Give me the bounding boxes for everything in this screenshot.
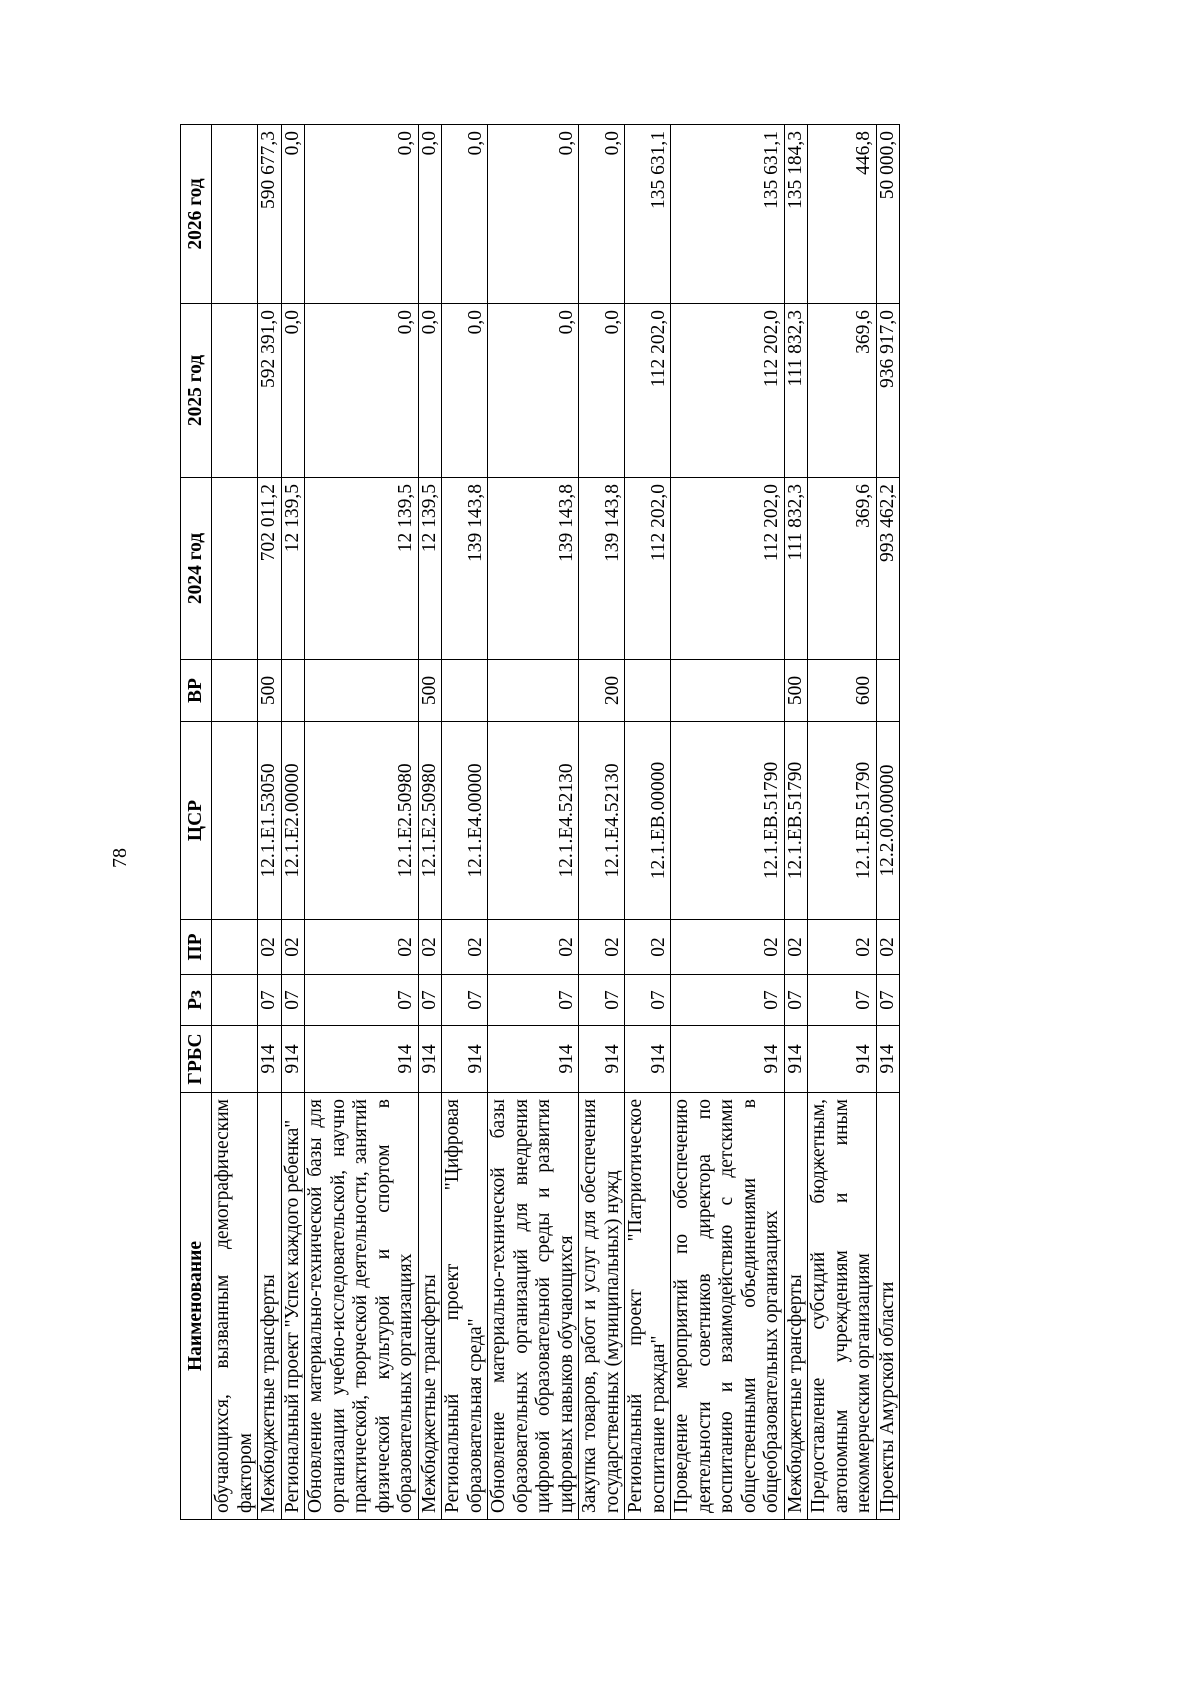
cell-rz: 07 <box>784 975 808 1026</box>
cell-2025: 0,0 <box>281 304 305 478</box>
cell-name: Проекты Амурской области <box>876 1093 900 1520</box>
cell-vr <box>212 660 258 722</box>
cell-csr: 12.1.E1.53050 <box>258 722 282 920</box>
cell-grbs: 914 <box>579 1026 625 1093</box>
cell-grbs: 914 <box>784 1026 808 1093</box>
cell-grbs: 914 <box>671 1026 785 1093</box>
header-name: Наименование <box>181 1093 212 1520</box>
cell-vr <box>488 660 579 722</box>
cell-2025: 112 202,0 <box>625 304 671 478</box>
table-row <box>808 125 877 1520</box>
cell-2024: 112 202,0 <box>625 478 671 660</box>
cell-2024: 139 143,8 <box>579 478 625 660</box>
table-row <box>671 125 785 1520</box>
table-row <box>212 125 258 1520</box>
cell-csr: 12.1.EB.00000 <box>625 722 671 920</box>
cell-rz: 07 <box>579 975 625 1026</box>
cell-csr: 12.1.E4.52130 <box>579 722 625 920</box>
budget-table <box>180 124 900 1520</box>
cell-2025: 111 832,3 <box>784 304 808 478</box>
cell-grbs: 914 <box>808 1026 877 1093</box>
table-row <box>784 125 808 1520</box>
cell-pr: 02 <box>281 920 305 975</box>
header-2025: 2025 год <box>181 304 212 478</box>
table-row <box>579 125 625 1520</box>
table-row <box>258 125 282 1520</box>
cell-2024 <box>212 478 258 660</box>
cell-name: Межбюджетные трансферты <box>418 1093 442 1520</box>
cell-name: Обновление материально-технической базы для организации учебно-исследовательской, научно практической, творческой деятельности, занятий физической культурой и спортом в образовательных организациях <box>305 1093 419 1520</box>
cell-grbs: 914 <box>442 1026 488 1093</box>
cell-2026: 0,0 <box>579 125 625 304</box>
cell-2026: 0,0 <box>488 125 579 304</box>
header-csr: ЦСР <box>181 722 212 920</box>
cell-grbs: 914 <box>625 1026 671 1093</box>
header-2026: 2026 год <box>181 125 212 304</box>
cell-pr: 02 <box>258 920 282 975</box>
table-row <box>625 125 671 1520</box>
cell-rz <box>212 975 258 1026</box>
header-grbs: ГРБС <box>181 1026 212 1093</box>
cell-2025: 0,0 <box>579 304 625 478</box>
cell-vr: 600 <box>808 660 877 722</box>
cell-grbs: 914 <box>281 1026 305 1093</box>
table-header-row <box>181 125 212 1520</box>
cell-2025: 936 917,0 <box>876 304 900 478</box>
cell-pr: 02 <box>625 920 671 975</box>
cell-rz: 07 <box>281 975 305 1026</box>
cell-2024: 993 462,2 <box>876 478 900 660</box>
cell-name: Обновление материально-технической базы образовательных организаций для внедрения цифровой образовательной среды и развития цифровых навыков обучающихся <box>488 1093 579 1520</box>
header-2024: 2024 год <box>181 478 212 660</box>
cell-name: Межбюджетные трансферты <box>784 1093 808 1520</box>
cell-2026: 0,0 <box>442 125 488 304</box>
cell-name: Предоставление субсидий бюджетным, автономным учреждениям и иным некоммерческим организациям <box>808 1093 877 1520</box>
cell-2025: 112 202,0 <box>671 304 785 478</box>
cell-2026: 446,8 <box>808 125 877 304</box>
table-row <box>305 125 419 1520</box>
cell-pr: 02 <box>671 920 785 975</box>
cell-vr <box>625 660 671 722</box>
cell-pr: 02 <box>442 920 488 975</box>
rotated-table-wrapper <box>180 125 1080 1520</box>
cell-grbs <box>212 1026 258 1093</box>
cell-vr <box>305 660 419 722</box>
cell-name: Межбюджетные трансферты <box>258 1093 282 1520</box>
cell-2026: 135 184,3 <box>784 125 808 304</box>
cell-csr: 12.1.E2.00000 <box>281 722 305 920</box>
cell-pr: 02 <box>579 920 625 975</box>
cell-2024: 369,6 <box>808 478 877 660</box>
cell-vr <box>442 660 488 722</box>
cell-pr: 02 <box>876 920 900 975</box>
header-pr: ПР <box>181 920 212 975</box>
cell-vr <box>671 660 785 722</box>
cell-2024: 139 143,8 <box>442 478 488 660</box>
cell-2026: 0,0 <box>305 125 419 304</box>
cell-csr: 12.1.E4.00000 <box>442 722 488 920</box>
cell-2024: 12 139,5 <box>281 478 305 660</box>
cell-rz: 07 <box>488 975 579 1026</box>
cell-name: Региональный проект "Цифровая образовательная среда" <box>442 1093 488 1520</box>
cell-csr: 12.1.EB.51790 <box>784 722 808 920</box>
cell-pr: 02 <box>488 920 579 975</box>
cell-csr: 12.2.00.00000 <box>876 722 900 920</box>
cell-csr: 12.1.E2.50980 <box>305 722 419 920</box>
cell-2025 <box>212 304 258 478</box>
cell-grbs: 914 <box>876 1026 900 1093</box>
cell-2026 <box>212 125 258 304</box>
cell-2024: 139 143,8 <box>488 478 579 660</box>
cell-2024: 111 832,3 <box>784 478 808 660</box>
cell-vr <box>281 660 305 722</box>
cell-2025: 0,0 <box>488 304 579 478</box>
page-number: 78 <box>109 848 131 868</box>
cell-2025: 0,0 <box>418 304 442 478</box>
cell-vr: 200 <box>579 660 625 722</box>
cell-2024: 12 139,5 <box>418 478 442 660</box>
cell-pr: 02 <box>418 920 442 975</box>
cell-2026: 135 631,1 <box>671 125 785 304</box>
cell-pr <box>212 920 258 975</box>
cell-2024: 12 139,5 <box>305 478 419 660</box>
cell-csr: 12.1.EB.51790 <box>808 722 877 920</box>
cell-vr <box>876 660 900 722</box>
cell-2025: 0,0 <box>305 304 419 478</box>
cell-grbs: 914 <box>305 1026 419 1093</box>
cell-rz: 07 <box>671 975 785 1026</box>
cell-2025: 592 391,0 <box>258 304 282 478</box>
cell-name: Проведение мероприятий по обеспечению деятельности советников директора по воспитанию и взаимодействию с детскими общественными объединениями в общеобразовательных организациях <box>671 1093 785 1520</box>
cell-2026: 590 677,3 <box>258 125 282 304</box>
cell-grbs: 914 <box>488 1026 579 1093</box>
cell-rz: 07 <box>305 975 419 1026</box>
cell-grbs: 914 <box>258 1026 282 1093</box>
cell-csr <box>212 722 258 920</box>
header-vr: ВР <box>181 660 212 722</box>
cell-rz: 07 <box>808 975 877 1026</box>
table-row <box>876 125 900 1520</box>
cell-pr: 02 <box>305 920 419 975</box>
cell-2026: 50 000,0 <box>876 125 900 304</box>
cell-rz: 07 <box>418 975 442 1026</box>
cell-vr: 500 <box>258 660 282 722</box>
cell-2024: 112 202,0 <box>671 478 785 660</box>
cell-name: обучающихся, вызванным демографическим фактором <box>212 1093 258 1520</box>
table-row <box>418 125 442 1520</box>
cell-csr: 12.1.EB.51790 <box>671 722 785 920</box>
cell-rz: 07 <box>625 975 671 1026</box>
cell-2024: 702 011,2 <box>258 478 282 660</box>
cell-rz: 07 <box>876 975 900 1026</box>
cell-pr: 02 <box>808 920 877 975</box>
cell-csr: 12.1.E2.50980 <box>418 722 442 920</box>
header-rz: Рз <box>181 975 212 1026</box>
cell-name: Закупка товаров, работ и услуг для обеспечения государственных (муниципальных) нужд <box>579 1093 625 1520</box>
table-row <box>281 125 305 1520</box>
table-row <box>442 125 488 1520</box>
cell-2025: 0,0 <box>442 304 488 478</box>
cell-rz: 07 <box>442 975 488 1026</box>
cell-2026: 0,0 <box>418 125 442 304</box>
cell-2025: 369,6 <box>808 304 877 478</box>
cell-rz: 07 <box>258 975 282 1026</box>
cell-2026: 135 631,1 <box>625 125 671 304</box>
cell-grbs: 914 <box>418 1026 442 1093</box>
cell-csr: 12.1.E4.52130 <box>488 722 579 920</box>
cell-name: Региональный проект "Успех каждого ребенка" <box>281 1093 305 1520</box>
cell-name: Региональный проект "Патриотическое воспитание граждан" <box>625 1093 671 1520</box>
cell-pr: 02 <box>784 920 808 975</box>
table-row <box>488 125 579 1520</box>
cell-vr: 500 <box>418 660 442 722</box>
cell-vr: 500 <box>784 660 808 722</box>
cell-2026: 0,0 <box>281 125 305 304</box>
